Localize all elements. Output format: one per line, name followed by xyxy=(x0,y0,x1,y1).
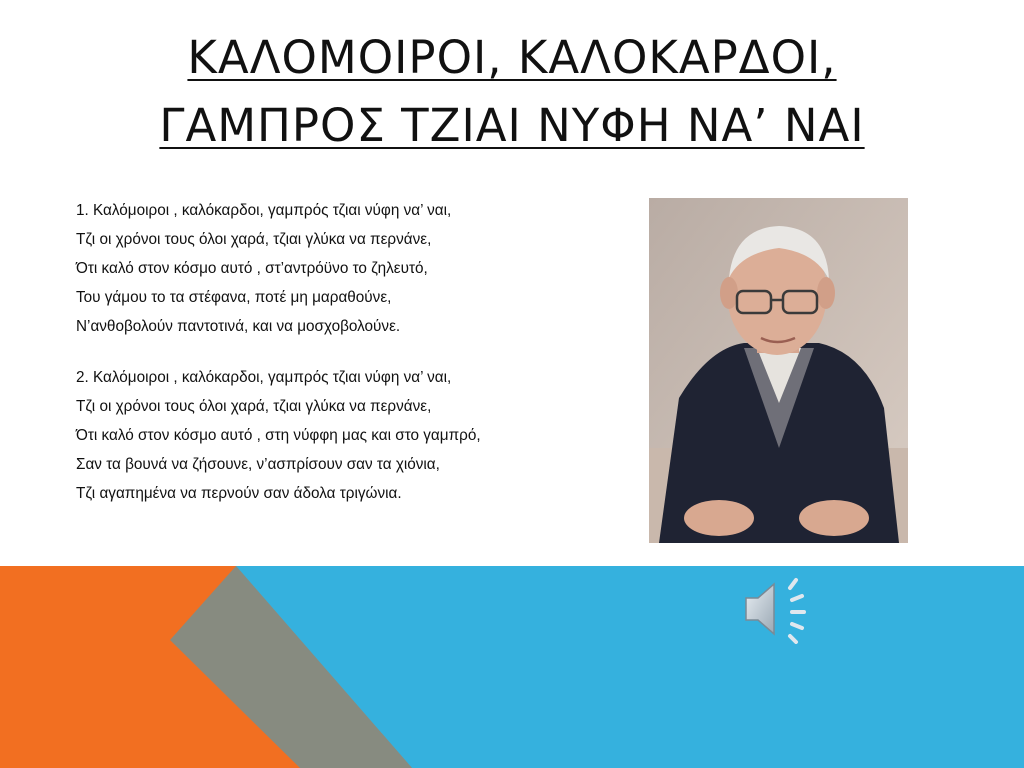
title-line-1: ΚΑΛΟΜΟΙΡΟΙ, ΚΑΛΟΚΑΡΔΟΙ, xyxy=(187,31,837,84)
lyric-line: Σαν τα βουνά να ζήσουνε, ν’ασπρίσουν σαν τα χιόνια, xyxy=(76,456,440,473)
lyric-line: Τζι οι χρόνοι τους όλοι χαρά, τζιαι γλύκα να περνάνε, xyxy=(76,398,432,415)
lyric-line: Ότι καλό στον κόσμο αυτό , στ’αντρόϋνο το ζηλευτό, xyxy=(76,260,428,277)
portrait-photo xyxy=(649,198,908,543)
lyric-line: Ότι καλό στον κόσμο αυτό , στη νύφφη μας και στο γαμπρό, xyxy=(76,427,481,444)
lyric-line: 2. Καλόμοιροι , καλόκαρδοι, γαμπρός τζιαι νύφη να’ ναι, xyxy=(76,369,452,386)
lyric-line: 1. Καλόμοιροι , καλόκαρδοι, γαμπρός τζιαι νύφη να’ ναι, xyxy=(76,202,452,219)
lyric-line: Του γάμου το τα στέφανα, ποτέ μη μαραθούνε, xyxy=(76,289,392,306)
lyric-line: Τζι αγαπημένα να περνούν σαν άδολα τριγώνια. xyxy=(76,485,402,502)
title-line-2: ΓΑΜΠΡΟΣ ΤΖΙΑΙ ΝΥΦΗ ΝΑ’ ΝΑΙ xyxy=(159,99,865,152)
lyric-line: Ν’ανθοβολούν παντοτινά, και να μοσχοβολούνε. xyxy=(76,318,401,335)
speaker-icon[interactable] xyxy=(740,574,816,644)
slide-title xyxy=(90,24,934,160)
lyrics-body xyxy=(76,202,506,514)
verse-gap xyxy=(76,347,506,369)
lyric-line: Τζι οι χρόνοι τους όλοι χαρά, τζιαι γλύκα να περνάνε, xyxy=(76,231,432,248)
